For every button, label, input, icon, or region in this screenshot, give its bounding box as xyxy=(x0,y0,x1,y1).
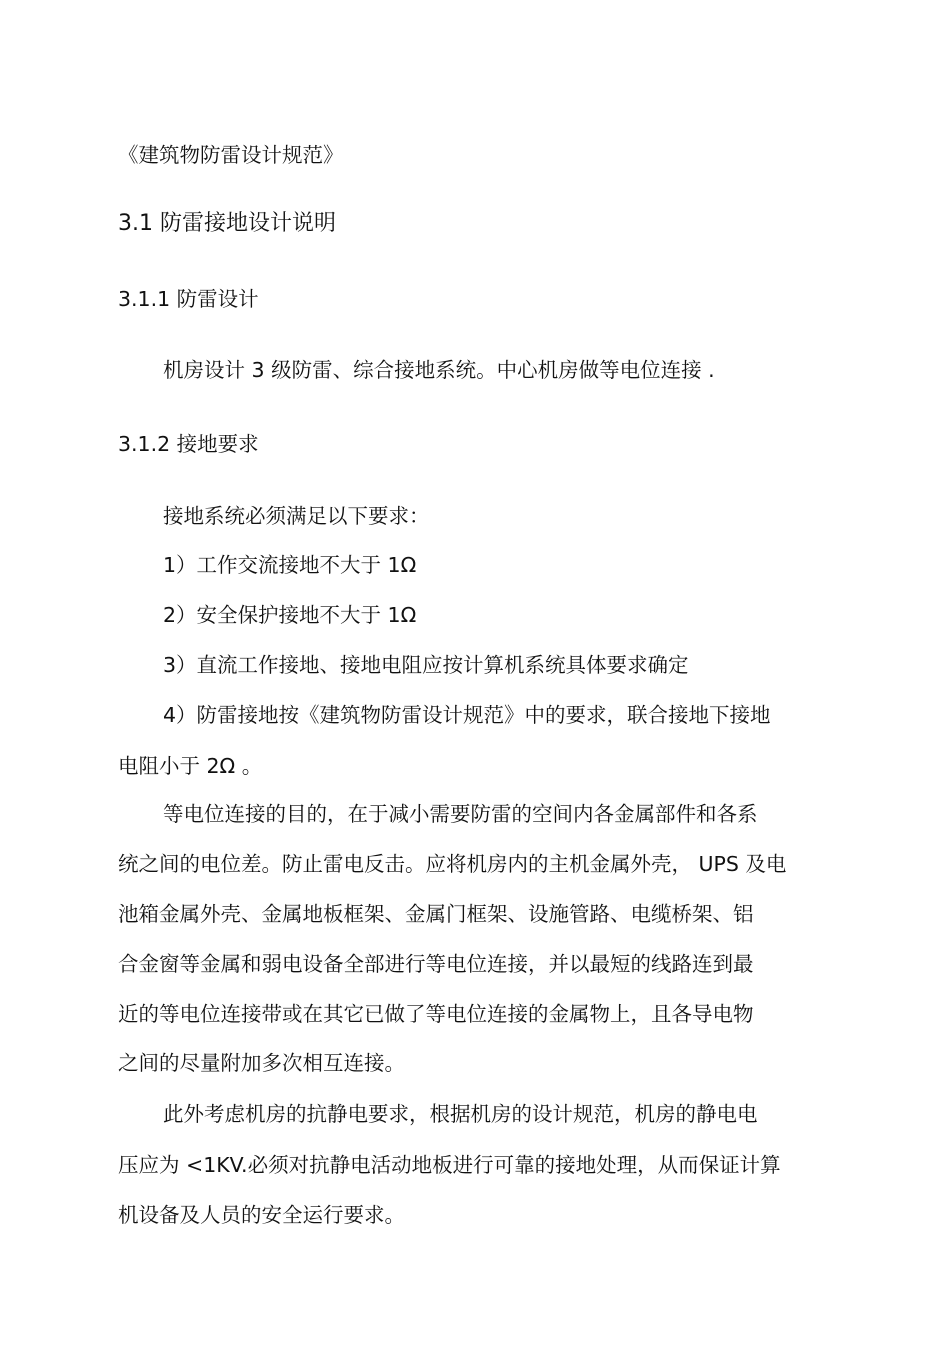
paragraph-line: 统之间的电位差。防止雷电反击。应将机房内的主机金属外壳， UPS 及电 xyxy=(118,852,787,876)
paragraph-line: 池箱金属外壳、金属地板框架、金属门框架、设施管路、电缆桥架、铝 xyxy=(118,902,754,926)
document-title: 《建筑物防雷设计规范》 xyxy=(118,143,344,167)
subsection-heading-lightning: 3.1.1 防雷设计 xyxy=(118,287,259,311)
section-heading: 3.1 防雷接地设计说明 xyxy=(118,211,336,236)
paragraph-line: 机设备及人员的安全运行要求。 xyxy=(118,1203,405,1227)
paragraph-line: 之间的尽量附加多次相互连接。 xyxy=(118,1051,405,1075)
list-item: 4）防雷接地按《建筑物防雷设计规范》中的要求，联合接地下接地 xyxy=(163,703,771,727)
paragraph-line: 压应为 <1KV.必须对抗静电活动地板进行可靠的接地处理，从而保证计算 xyxy=(118,1153,781,1177)
list-item-continuation: 电阻小于 2Ω 。 xyxy=(118,754,263,778)
paragraph-line: 合金窗等金属和弱电设备全部进行等电位连接，并以最短的线路连到最 xyxy=(118,952,754,976)
list-item: 1）工作交流接地不大于 1Ω xyxy=(163,553,417,577)
subsection-heading-grounding: 3.1.2 接地要求 xyxy=(118,432,259,456)
lightning-design-text: 机房设计 3 级防雷、综合接地系统。中心机房做等电位连接 . xyxy=(163,358,715,382)
list-item: 3）直流工作接地、接地电阻应按计算机系统具体要求确定 xyxy=(163,653,689,677)
paragraph-line: 此外考虑机房的抗静电要求，根据机房的设计规范，机房的静电电 xyxy=(163,1102,758,1126)
grounding-intro: 接地系统必须满足以下要求： xyxy=(163,504,430,528)
paragraph-line: 近的等电位连接带或在其它已做了等电位连接的金属物上，且各导电物 xyxy=(118,1002,754,1026)
list-item: 2）安全保护接地不大于 1Ω xyxy=(163,603,417,627)
paragraph-line: 等电位连接的目的，在于减小需要防雷的空间内各金属部件和各系 xyxy=(163,802,758,826)
